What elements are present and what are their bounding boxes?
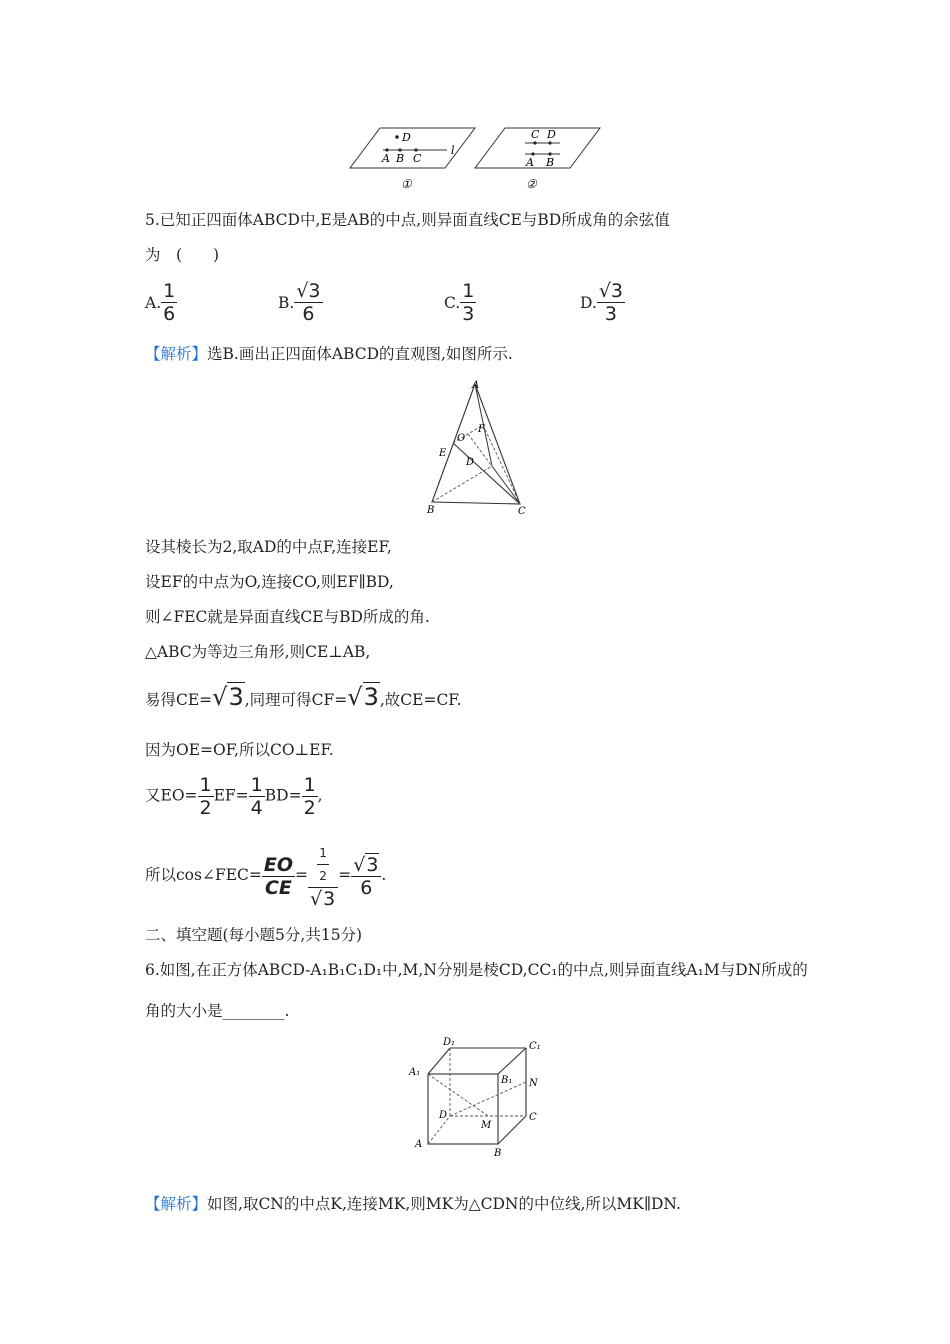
q5-step-4: △ABC为等边三角形,则CE⊥AB,: [145, 643, 371, 661]
planes-figure: [345, 124, 605, 196]
svg-text:M: M: [481, 1120, 492, 1131]
analysis-tag: 【解析】: [145, 345, 208, 363]
q5-text-line2: 为 ( ): [145, 246, 220, 264]
q5-ce-line: 易得CE=√3,同理可得CF=√3,故CE=CF.: [145, 683, 462, 711]
q5-step-1: 设其棱长为2,取AD的中点F,连接EF,: [145, 538, 392, 556]
q5-step-2: 设EF的中点为O,连接CO,则EF∥BD,: [145, 573, 394, 591]
svg-text:C: C: [413, 152, 422, 165]
svg-text:A₁: A₁: [409, 1067, 421, 1078]
svg-text:A: A: [472, 380, 480, 391]
svg-text:B: B: [546, 156, 555, 169]
svg-text:F: F: [478, 424, 485, 435]
svg-text:D₁: D₁: [443, 1037, 456, 1048]
svg-text:①: ①: [401, 177, 412, 191]
svg-text:l: l: [451, 144, 455, 157]
svg-text:B: B: [396, 152, 405, 165]
q5-cos-line: 所以cos∠FEC= $\frac{EO}{CE}$ = $\frac{\frac{1}{2}}{√3}$ = $\frac{√3}{6}$ .: [145, 846, 387, 910]
tetrahedron-figure: [420, 378, 535, 518]
q5-analysis: 【解析】选B.画出正四面体ABCD的直观图,如图所示.: [145, 345, 513, 363]
q5-option-d: D. $\frac{√3}{3}$: [580, 280, 624, 325]
q6-text-line1: 6.如图,在正方体ABCD-A₁B₁C₁D₁中,M,N分别是棱CD,CC₁的中点,则异面直线A₁M与DN所成的: [145, 961, 808, 979]
svg-text:A: A: [415, 1139, 423, 1150]
svg-text:E: E: [439, 448, 447, 459]
svg-text:A: A: [526, 156, 534, 169]
q5-option-c: C. $\frac{1}{3}$: [444, 280, 475, 325]
svg-text:C: C: [531, 128, 540, 141]
q5-option-a: A. $\frac{1}{6}$: [145, 280, 176, 325]
svg-text:D: D: [547, 128, 556, 141]
section-heading: 二、填空题(每小题5分,共15分): [145, 926, 363, 944]
label-d: D: [402, 131, 411, 144]
q5-text-line1: 5.已知正四面体ABCD中,E是AB的中点,则异面直线CE与BD所成角的余弦值: [145, 211, 670, 229]
svg-text:N: N: [529, 1078, 538, 1089]
svg-text:B: B: [427, 505, 435, 516]
svg-text:D: D: [439, 1110, 448, 1121]
svg-text:A: A: [382, 152, 390, 165]
q6-text-line2: 角的大小是________.: [145, 1002, 290, 1020]
svg-text:B₁: B₁: [501, 1075, 513, 1086]
svg-text:C₁: C₁: [529, 1041, 541, 1052]
analysis-tag: 【解析】: [145, 1195, 208, 1213]
svg-text:D: D: [466, 457, 475, 468]
svg-text:C: C: [529, 1112, 537, 1123]
q5-option-b: B. $\frac{√3}{6}$: [278, 280, 321, 325]
q5-eo-line: 又EO= $\frac{1}{2}$ EF= $\frac{1}{4}$ BD= $\frac{1}{2}$ ,: [145, 774, 323, 819]
q5-step-3: 则∠FEC就是异面直线CE与BD所成的角.: [145, 608, 430, 626]
q5-oe-line: 因为OE=OF,所以CO⊥EF.: [145, 741, 334, 759]
svg-text:C: C: [518, 506, 526, 517]
svg-text:O: O: [457, 433, 466, 444]
q6-analysis: 【解析】如图,取CN的中点K,连接MK,则MK为△CDN的中位线,所以MK∥DN.: [145, 1195, 681, 1213]
svg-text:②: ②: [526, 177, 537, 191]
cube-figure: [405, 1032, 550, 1162]
svg-text:B: B: [494, 1148, 502, 1159]
